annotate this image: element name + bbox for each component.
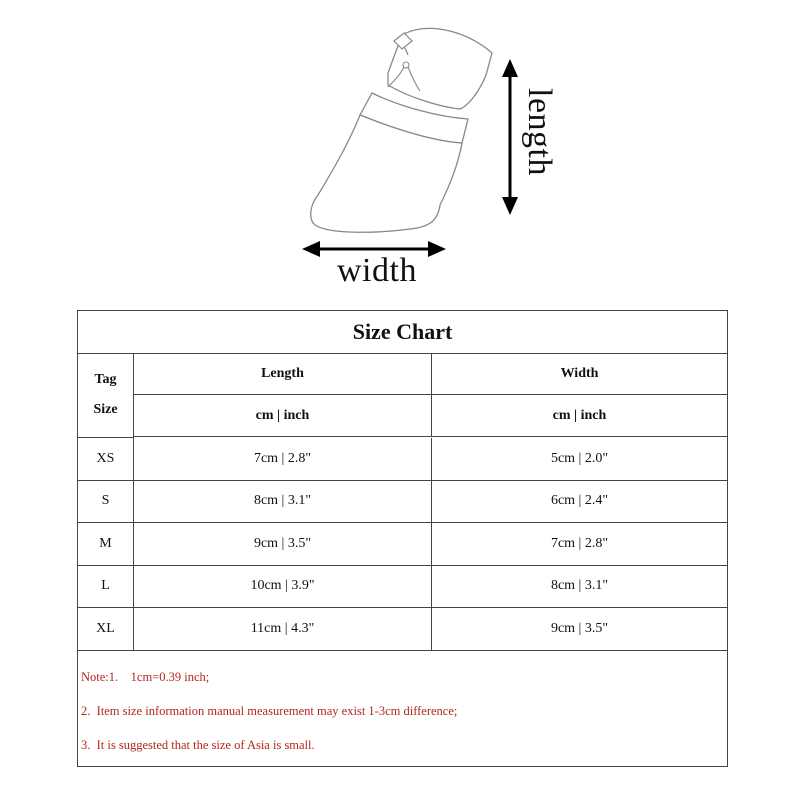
width-cell: 9cm | 3.5" xyxy=(550,620,609,636)
size-cell: S xyxy=(78,481,134,523)
length-cell: 11cm | 4.3" xyxy=(134,608,432,650)
width-cell: 8cm | 3.1" xyxy=(550,578,609,594)
length-unit: cm | inch xyxy=(134,395,432,436)
measure-headers xyxy=(134,353,727,437)
width-unit: cm | inch xyxy=(552,407,607,423)
size-cell: M xyxy=(78,523,134,565)
length-label: length xyxy=(521,88,558,176)
width-label: width xyxy=(337,252,417,289)
size-rows xyxy=(78,438,727,752)
size-chart-table xyxy=(77,310,728,767)
table-row xyxy=(78,608,727,651)
note-2: 2. Item size information manual measurement may exist 1-3cm difference; xyxy=(81,704,458,718)
table-row xyxy=(78,481,727,524)
width-header: Width xyxy=(560,365,599,381)
width-cell: 7cm | 2.8" xyxy=(550,535,609,551)
width-cell: 6cm | 2.4" xyxy=(550,493,609,509)
tag-size-header xyxy=(78,353,134,438)
tag-header-line2: Size xyxy=(93,402,118,417)
length-cell: 8cm | 3.1" xyxy=(134,481,432,523)
width-cell: 5cm | 2.0" xyxy=(550,450,609,466)
size-cell: XS xyxy=(78,438,134,480)
size-chart-title: Size Chart xyxy=(78,311,727,354)
note-3: 3. It is suggested that the size of Asia is small. xyxy=(81,738,315,752)
tag-header-line1: Tag xyxy=(94,372,117,387)
header-row xyxy=(134,353,727,395)
table-row xyxy=(78,523,727,566)
length-cell: 7cm | 2.8" xyxy=(134,438,432,480)
size-cell: L xyxy=(78,566,134,608)
unit-row xyxy=(134,395,727,437)
note-1: Note:1. 1cm=0.39 inch; xyxy=(81,670,210,684)
table-row xyxy=(78,438,727,481)
length-cell: 10cm | 3.9" xyxy=(134,566,432,608)
size-cell: XL xyxy=(78,608,134,650)
table-row xyxy=(78,566,727,609)
length-header: Length xyxy=(134,353,432,394)
length-cell: 9cm | 3.5" xyxy=(134,523,432,565)
